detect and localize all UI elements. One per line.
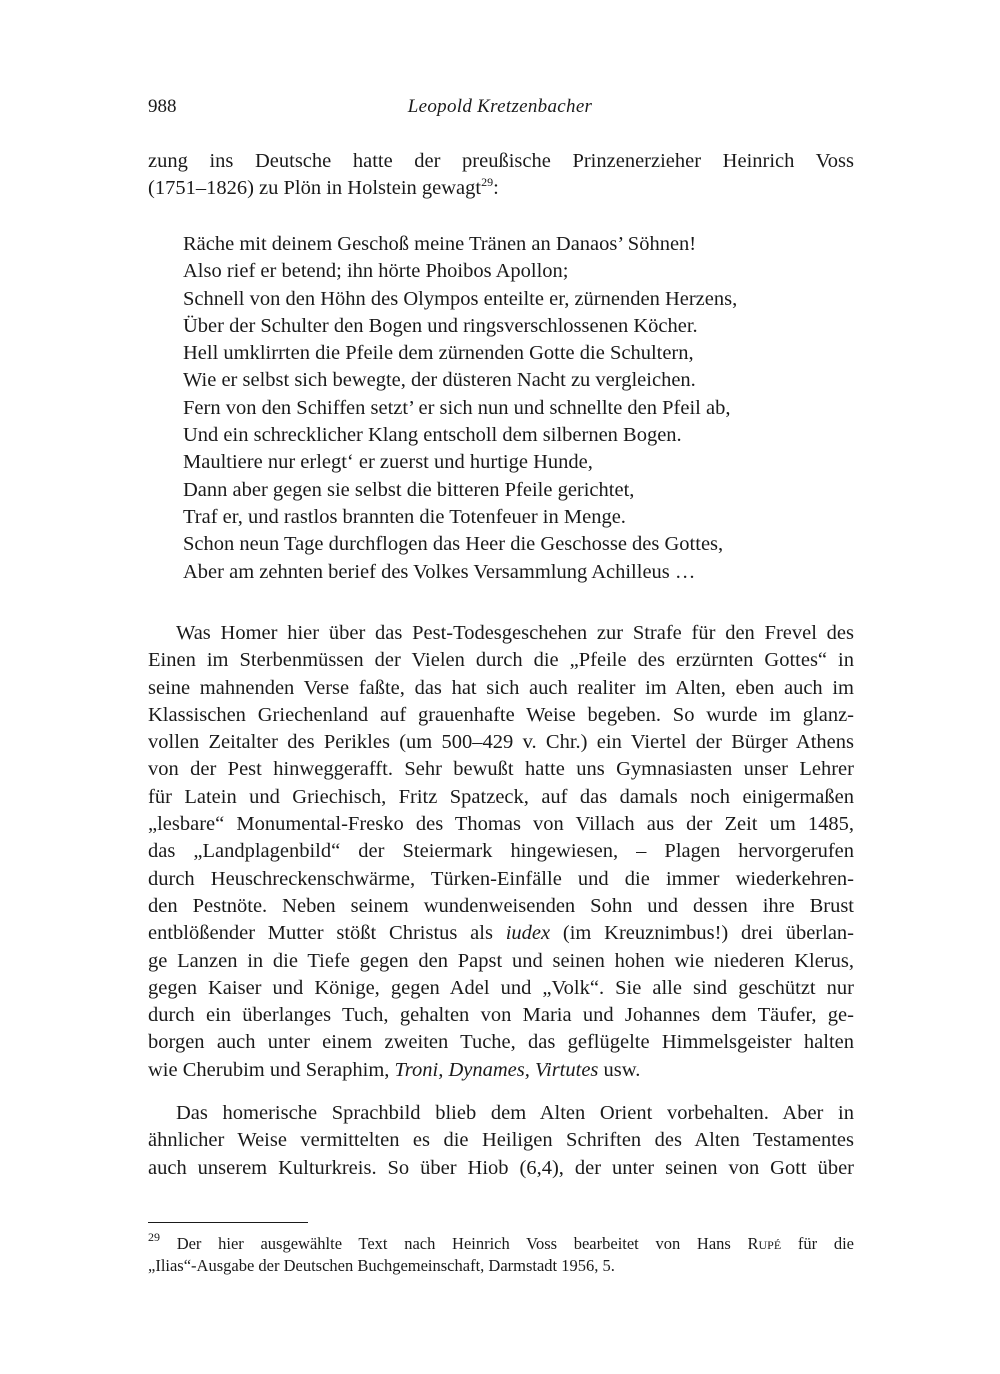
emphasis: iudex	[505, 922, 551, 945]
author-name: Rupé	[747, 1234, 782, 1253]
text-line	[148, 920, 854, 947]
poem-line: Und ein schrecklicher Klang entscholl dem silbernen Bogen.	[183, 424, 682, 447]
text-line: das „Landplagenbild“ der Steiermark hingewiesen, – Plagen hervorgerufen	[148, 840, 854, 863]
text-line: von der Pest hinweggerafft. Sehr bewußt hatte uns Gymnasiasten unser Lehrer	[148, 758, 854, 781]
footnote-line: „Ilias“-Ausgabe der Deutschen Buchgemeinschaft, Darmstadt 1956, 5.	[148, 1256, 615, 1275]
text-line: borgen auch unter einem zweiten Tuche, das geflügelte Himmelsgeister halten	[148, 1031, 854, 1054]
poem-line: Über der Schulter den Bogen und ringsverschlossenen Köcher.	[183, 314, 698, 337]
text-fragment: :	[493, 177, 499, 200]
text-fragment: (im Kreuznimbus!) drei überlan-	[550, 922, 854, 945]
page-number: 988	[148, 96, 177, 117]
poem-line: Dann aber gegen sie selbst die bitteren Pfeile gerichtet,	[183, 478, 635, 501]
text-line: ge Lanzen in die Tiefe gegen den Papst und seinen hohen wie niederen Klerus,	[148, 949, 854, 972]
running-head: Leopold Kretzenbacher	[407, 96, 593, 117]
text-line: auch unserem Kulturkreis. So über Hiob (6,4), der unter seinen von Gott über	[148, 1156, 854, 1179]
poem-line: Schon neun Tage durchflogen das Heer die Geschosse des Gottes,	[183, 533, 724, 556]
text-fragment: usw.	[598, 1058, 641, 1081]
text-line: Das homerische Sprachbild blieb dem Alten Orient vorbehalten. Aber in	[176, 1102, 854, 1124]
text-fragment: für die	[781, 1234, 854, 1253]
poem-line: Fern von den Schiffen setzt’ er sich nun und schnellte den Pfeil ab,	[183, 396, 731, 419]
text-line: den Pestnöte. Neben seinem wundenweisenden Sohn und dessen ihre Brust	[148, 894, 854, 917]
poem-line: Hell umklirrten die Pfeile dem zürnenden Gotte die Schultern,	[183, 342, 694, 365]
body-paragraph	[148, 620, 854, 1084]
footnote-marker: 29	[481, 175, 494, 190]
poem-line: Maultiere nur erlegt‘ er zuerst und hurtige Hunde,	[183, 451, 593, 474]
body-paragraph	[148, 1100, 854, 1182]
text-line: Was Homer hier über das Pest-Todesgeschehen zur Strafe für den Frevel des	[176, 622, 854, 644]
poem-line: Schnell von den Höhn des Olympos enteilte er, zürnenden Herzens,	[183, 287, 738, 310]
poem-line: Also rief er betend; ihn hörte Phoibos Apollon;	[183, 260, 569, 283]
text-line: zung ins Deutsche hatte der preußische Prinzenerzieher Heinrich Voss	[148, 150, 854, 172]
emphasis: Troni, Dynames, Virtutes	[394, 1058, 599, 1081]
text-fragment: Der hier ausgewählte Text nach Heinrich Voss bearbeitet von Hans	[160, 1234, 748, 1253]
text-line: „lesbare“ Monumental-Fresko des Thomas von Villach aus der Zeit um 1485,	[148, 813, 854, 836]
poem-quote	[183, 231, 737, 586]
poem-line: Wie er selbst sich bewegte, der düsteren Nacht zu vergleichen.	[183, 369, 696, 392]
text-line	[148, 175, 854, 202]
text-line: durch Heuschreckenschwärme, Türken-Einfälle und die immer wiederkehren-	[148, 867, 854, 890]
text-line	[148, 1057, 854, 1084]
footnote	[148, 1230, 854, 1277]
text-fragment: wie Cherubim und Seraphim,	[148, 1058, 395, 1081]
text-line: Einen im Sterbenmüssen der Vielen durch die „Pfeile des erzürnten Gottes“ in	[148, 649, 854, 672]
text-line: gegen Kaiser und Könige, gegen Adel und „Volk“. Sie alle sind geschützt nur	[148, 976, 854, 999]
text-line: für Latein und Griechisch, Fritz Spatzeck, auf das damals noch einigermaßen	[148, 785, 854, 808]
footnote-number: 29	[148, 1230, 160, 1244]
footnote-divider	[148, 1222, 308, 1223]
text-fragment: (1751–1826) zu Plön in Holstein gewagt	[148, 177, 482, 200]
intro-paragraph	[148, 148, 854, 203]
poem-line: Traf er, und rastlos brannten die Totenfeuer in Menge.	[183, 505, 626, 528]
text-line: ähnlicher Weise vermittelten es die Heiligen Schriften des Alten Testamentes	[148, 1129, 854, 1152]
poem-line: Räche mit deinem Geschoß meine Tränen an Danaos’ Söhnen!	[183, 233, 697, 255]
footnote-line	[148, 1230, 854, 1255]
text-line: seine mahnenden Verse faßte, das hat sich auch realiter im Alten, eben auch im	[148, 676, 854, 699]
poem-line: Aber am zehnten berief des Volkes Versammlung Achilleus …	[183, 560, 696, 583]
text-line: Klassischen Griechenland auf grauenhafte Weise begeben. So wurde im glanz-	[148, 703, 854, 726]
text-fragment: entblößender Mutter stößt Christus als	[148, 922, 506, 945]
text-line: durch ein überlanges Tuch, gehalten von Maria und Johannes dem Täufer, ge-	[148, 1004, 854, 1027]
text-line: vollen Zeitalter des Perikles (um 500–429 v. Chr.) ein Viertel der Bürger Athens	[148, 731, 854, 754]
